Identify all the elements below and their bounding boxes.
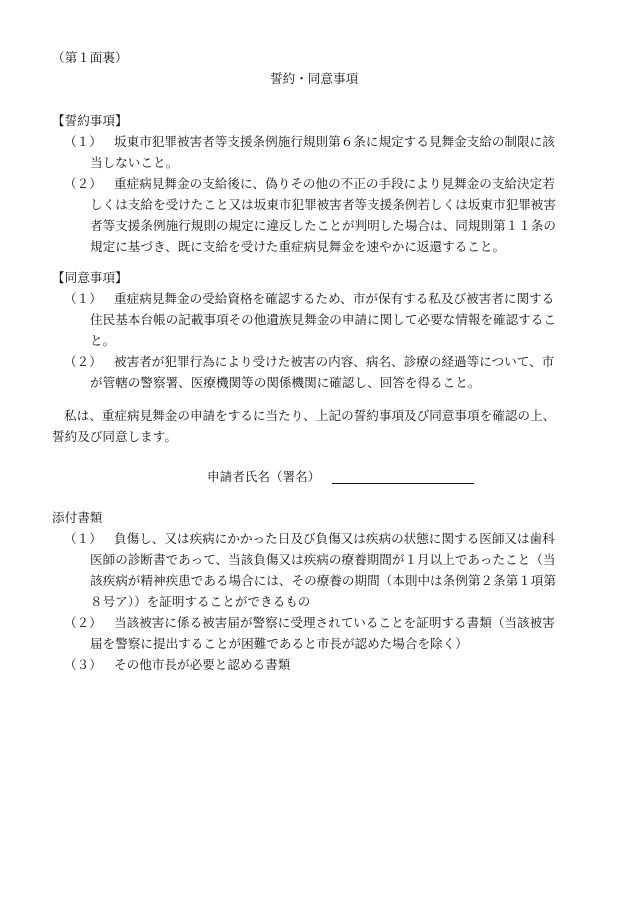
declaration-line-2: 誓約及び同意します。 — [52, 429, 177, 444]
oath-item-2-number: （２） — [64, 176, 102, 191]
oath-item-1-line-1: 坂東市犯罪被害者等支援条例施行規則第６条に規定する見舞金支給の制限に該 — [114, 134, 555, 149]
consent-item-1-line-1: 重症病見舞金の受給資格を確認するため、市が保有する私及び被害者に関する — [114, 291, 555, 306]
attachments-heading: 添付書類 — [52, 510, 103, 525]
attachment-item-1-line-2: 医師の診断書であって、当該負傷又は疾病の療養期間が１月以上であったこと（当 — [90, 552, 556, 567]
document-title: 誓約・同意事項 — [270, 71, 359, 86]
oath-item-1-number: （１） — [64, 134, 102, 149]
consent-item-2-number: （２） — [64, 354, 102, 369]
attachment-item-2-line-1: 当該被害に係る被害届が警察に受理されていることを証明する書類（当該被害 — [114, 615, 555, 630]
signature-label: 申請者氏名（署名） — [207, 469, 321, 484]
attachment-item-2-line-2: 届を警察に提出することが困難であると市長が認めた場合を除く） — [90, 636, 468, 651]
attachment-item-1-line-1: 負傷し、又は疾病にかかった日及び負傷又は疾病の状態に関する医師又は歯科 — [114, 531, 555, 546]
attachment-item-3-number: （３） — [64, 657, 102, 672]
consent-item-2-line-2: が管轄の警察署、医療機関等の関係機関に確認し、回答を得ること。 — [90, 375, 481, 390]
consent-item-1-line-3: と。 — [90, 333, 116, 348]
page-label: （第１面裏） — [52, 50, 128, 65]
attachment-item-1-line-4: ８号ア））を証明することができるもの — [90, 594, 311, 609]
consent-heading: 【同意事項】 — [52, 270, 128, 285]
consent-item-1-number: （１） — [64, 291, 102, 306]
oath-item-2-line-4: 規定に基づき、既に支給を受けた重症病見舞金を速やかに返還すること。 — [90, 239, 506, 254]
oath-item-2-line-1: 重症病見舞金の支給後に、偽りその他の不正の手段により見舞金の支給決定若 — [114, 176, 555, 191]
oath-item-2-line-2: しくは支給を受けたこと又は坂東市犯罪被害者等支援条例若しくは坂東市犯罪被害 — [90, 197, 556, 212]
attachment-item-1-line-3: 該疾病が精神疾患である場合には、その療養の期間（本則中は条例第２条第１項第 — [90, 573, 556, 588]
oath-item-2-line-3: 者等支援条例施行規則の規定に違反したことが判明した場合は、同規則第１１条の — [90, 218, 556, 233]
signature-line[interactable] — [332, 483, 474, 484]
consent-item-2-line-1: 被害者が犯罪行為により受けた被害の内容、病名、診療の経過等について、市 — [114, 354, 555, 369]
declaration-line-1: 私は、重症病見舞金の申請をするに当たり、上記の誓約事項及び同意事項を確認の上、 — [64, 408, 556, 423]
attachment-item-1-number: （１） — [64, 531, 102, 546]
attachment-item-2-number: （２） — [64, 615, 102, 630]
oath-item-1-line-2: 当しないこと。 — [90, 155, 179, 170]
consent-item-1-line-2: 住民基本台帳の記載事項その他遺族見舞金の申請に関して必要な情報を確認するこ — [90, 312, 556, 327]
oath-heading: 【誓約事項】 — [52, 113, 128, 128]
attachment-item-3-line-1: その他市長が必要と認める書類 — [114, 657, 291, 672]
